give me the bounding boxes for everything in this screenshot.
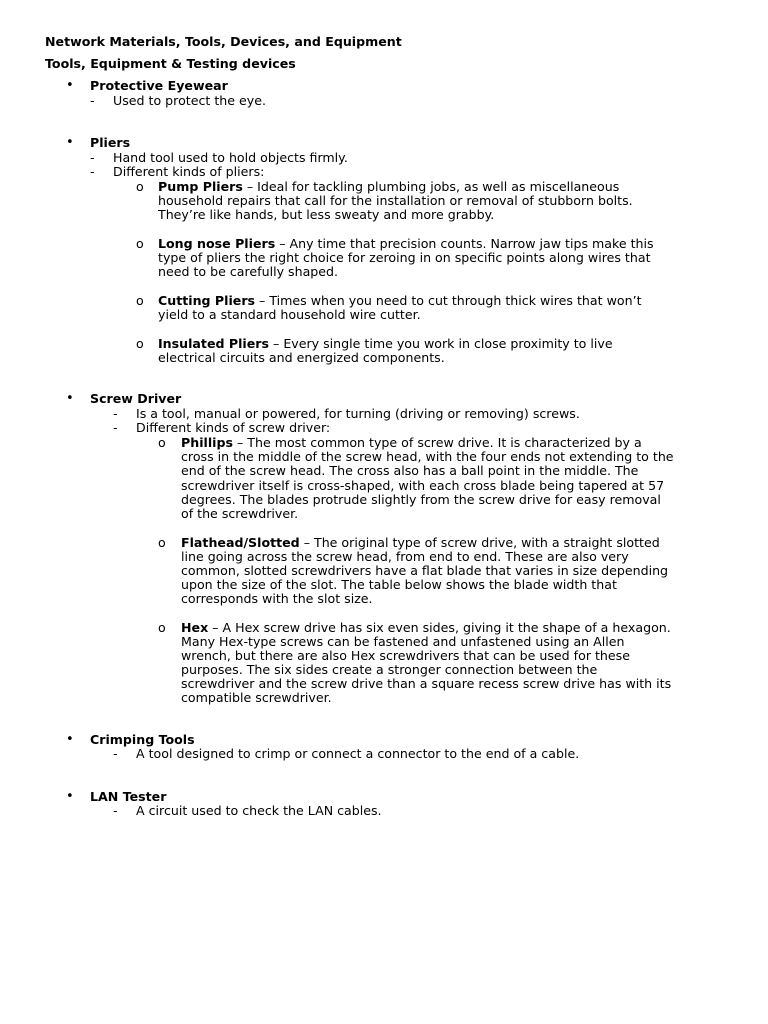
point-screwdriver-0: Is a tool, manual or powered, for turning (driving or removing) screws. bbox=[136, 406, 580, 421]
sub-bullet: o bbox=[136, 336, 144, 351]
flathead-desc-line: common, slotted screwdrivers have a flat blade that varies in size depending bbox=[181, 563, 669, 578]
long-nose-pliers-name: Long nose Pliers bbox=[158, 236, 276, 251]
long-nose-pliers-desc-line: – Any time that precision counts. Narrow jaw tips make this bbox=[275, 236, 654, 251]
bullet-eyewear: • bbox=[66, 78, 74, 93]
cutting-pliers-name: Cutting Pliers bbox=[158, 293, 256, 308]
phillips-desc-line: – The most common type of screw drive. It is characterized by a bbox=[232, 435, 642, 450]
section-subtitle: Tools, Equipment & Testing devices bbox=[45, 56, 296, 71]
cutting-pliers-desc-line: yield to a standard household wire cutter. bbox=[158, 307, 421, 322]
hex-name: Hex bbox=[181, 620, 209, 635]
flathead-desc-line: upon the size of the slot. The table below shows the blade width that bbox=[181, 577, 617, 592]
dash: - bbox=[90, 93, 95, 108]
phillips-desc-line: degrees. The blades protrude slightly from the screw drive for easy removal bbox=[181, 492, 661, 507]
phillips-desc-line: screwdriver itself is cross-shaped, with each cross blade being tapered at 57 bbox=[181, 478, 665, 493]
heading-crimping: Crimping Tools bbox=[90, 732, 195, 747]
flathead-desc-line: line going across the screw head, from end to end. These are also very bbox=[181, 549, 629, 564]
phillips-desc-line: of the screwdriver. bbox=[181, 506, 299, 521]
hex-desc-line: screwdriver and the screw drive than a square recess screw drive has with its bbox=[181, 676, 672, 691]
flathead-name: Flathead/Slotted bbox=[181, 535, 300, 550]
pump-pliers-desc-line: They’re like hands, but less sweaty and more grabby. bbox=[158, 207, 495, 222]
pump-pliers-desc-line: – Ideal for tackling plumbing jobs, as well as miscellaneous bbox=[242, 179, 620, 194]
insulated-pliers-desc-line: electrical circuits and energized components. bbox=[158, 350, 445, 365]
sub-bullet: o bbox=[158, 435, 166, 450]
pump-pliers-desc-line: household repairs that call for the installation or removal of stubborn bolts. bbox=[158, 193, 633, 208]
flathead-desc-line: corresponds with the slot size. bbox=[181, 591, 373, 606]
dash: - bbox=[113, 746, 118, 761]
insulated-pliers-name: Insulated Pliers bbox=[158, 336, 270, 351]
heading-eyewear: Protective Eyewear bbox=[90, 78, 228, 93]
insulated-pliers-desc-line: – Every single time you work in close proximity to live bbox=[269, 336, 613, 351]
bullet-screwdriver: • bbox=[66, 391, 74, 406]
point-lan-0: A circuit used to check the LAN cables. bbox=[136, 803, 382, 818]
heading-pliers: Pliers bbox=[90, 135, 131, 150]
dash: - bbox=[113, 803, 118, 818]
cutting-pliers-desc-line: – Times when you need to cut through thick wires that won’t bbox=[255, 293, 642, 308]
pump-pliers-name: Pump Pliers bbox=[158, 179, 243, 194]
dash: - bbox=[113, 420, 118, 435]
hex-desc-line: – A Hex screw drive has six even sides, giving it the shape of a hexagon. bbox=[208, 620, 671, 635]
sub-bullet: o bbox=[136, 236, 144, 251]
point-eyewear-0: Used to protect the eye. bbox=[113, 93, 266, 108]
sub-bullet: o bbox=[136, 293, 144, 308]
bullet-crimping: • bbox=[66, 732, 74, 747]
heading-lan: LAN Tester bbox=[90, 789, 167, 804]
document-title: Network Materials, Tools, Devices, and Equipment bbox=[45, 34, 402, 49]
point-pliers-1: Different kinds of pliers: bbox=[113, 164, 265, 179]
dash: - bbox=[113, 406, 118, 421]
bullet-pliers: • bbox=[66, 135, 74, 150]
flathead-desc-line: – The original type of screw drive, with a straight slotted bbox=[299, 535, 660, 550]
sub-bullet: o bbox=[158, 620, 166, 635]
point-crimping-0: A tool designed to crimp or connect a connector to the end of a cable. bbox=[136, 746, 580, 761]
phillips-desc-line: cross in the middle of the screw head, with the four ends not extending to the bbox=[181, 449, 674, 464]
heading-screwdriver: Screw Driver bbox=[90, 391, 182, 406]
dash: - bbox=[90, 150, 95, 165]
hex-desc-line: wrench, but there are also Hex screwdrivers that can be used for these bbox=[181, 648, 630, 663]
dash: - bbox=[90, 164, 95, 179]
point-screwdriver-1: Different kinds of screw driver: bbox=[136, 420, 331, 435]
point-pliers-0: Hand tool used to hold objects firmly. bbox=[113, 150, 348, 165]
sub-bullet: o bbox=[158, 535, 166, 550]
long-nose-pliers-desc-line: type of pliers the right choice for zeroing in on specific points along wires that bbox=[158, 250, 651, 265]
bullet-lan: • bbox=[66, 789, 74, 804]
hex-desc-line: Many Hex-type screws can be fastened and unfastened using an Allen bbox=[181, 634, 625, 649]
hex-desc-line: compatible screwdriver. bbox=[181, 690, 332, 705]
long-nose-pliers-desc-line: need to be carefully shaped. bbox=[158, 264, 339, 279]
hex-desc-line: purposes. The six sides create a stronger connection between the bbox=[181, 662, 598, 677]
phillips-name: Phillips bbox=[181, 435, 233, 450]
phillips-desc-line: end of the screw head. The cross also has a ball point in the middle. The bbox=[181, 463, 639, 478]
sub-bullet: o bbox=[136, 179, 144, 194]
